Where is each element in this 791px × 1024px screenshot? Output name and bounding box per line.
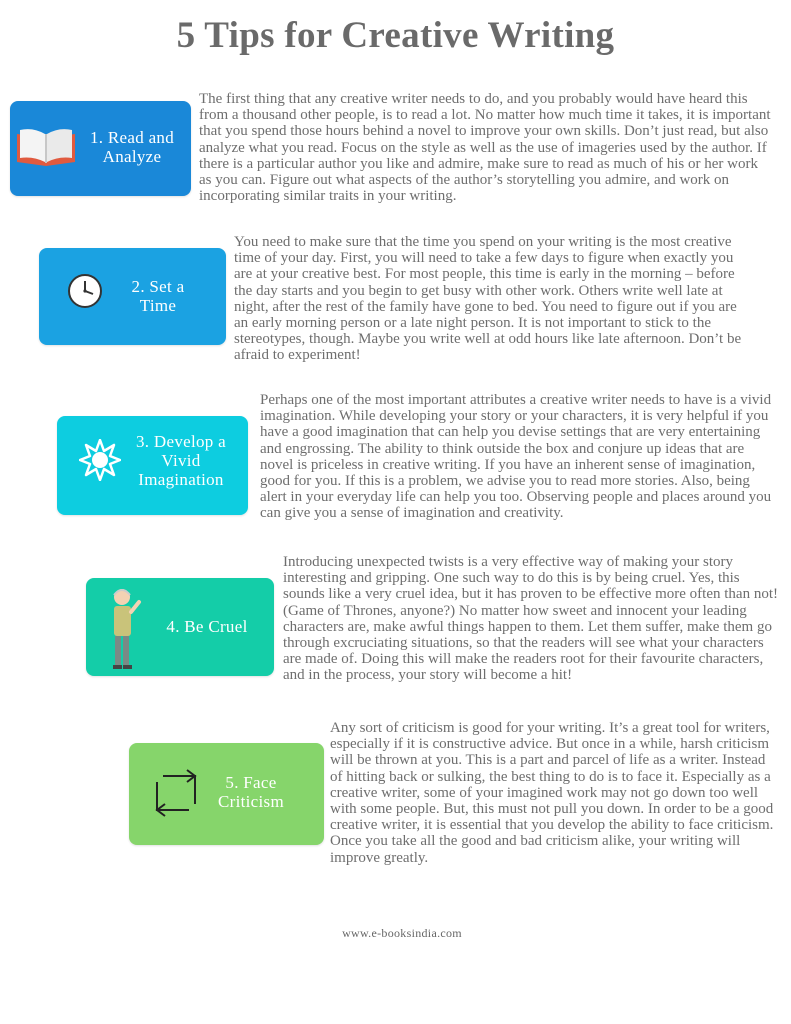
tip-box-set-a-time [39, 248, 226, 345]
tip-text: The first thing that any creative writer needs to do, and you probably would have heard this from a thousand other people, is to read a lot. No matter how much time it takes, it is important that you spend those hours behind a novel to improve your own skills. Don’t just read, but also analyze what you read. Focus on the style as well as the use of imageries used by the author. If there is a particular author you like and admire, make sure to read as much of his or her work as you can. Figure out what aspects of the author’s storytelling you admire, and work on incorporating similar traits in your writing. [199, 91, 771, 205]
clock-icon [67, 273, 103, 309]
tip-text: Any sort of criticism is good for your writing. It’s a great tool for writers, especially if it is constructive advice. But once in a while, harsh criticism will be thrown at you. This is a part and parcel of life as a writer. Instead of hitting back or sulking, the best thing to do is to face it. Especially as a creative writer, some of your imagined work may not go down too well with some people. But, this must not pull you down. In order to be a good creative writer, it is essential that you develop the ability to face criticism. Once you take all the good and bad criticism alike, your writing will improve greatly. [330, 720, 774, 866]
page-title: 5 Tips for Creative Writing [176, 15, 615, 56]
tip-text: Introducing unexpected twists is a very effective way of making your story interesting and gripping. One such way to do this is by being cruel. Yes, this sounds like a very cruel idea, but it has proven to be effective more often than not! (Game of Thrones, anyone?) No matter how sweet and innocent your leading characters are, make awful things happen to them. Let them suffer, make them go through excruciating situations, so that the readers will see what your characters are made of. Doing this will make the readers root for their favourite characters, and in the process, your story will become a hit! [283, 554, 778, 684]
old-man-icon [108, 586, 142, 670]
tip-text: You need to make sure that the time you spend on your writing is the most creative time of your day. First, you will need to take a few days to figure when exactly you are at your creative best. For most people, this time is early in the morning – before the day starts and you begin to get busy with other work. Others write well late at night, after the rest of the family have gone to bed. You need to figure out if you are an early morning person or a late night person. It is not important to stick to the stereotypes, though. Maybe you write well at odd hours like late afternoon. Don’t be afraid to experiment! [234, 234, 742, 364]
tip-label: 3. Develop a Vivid Imagination [136, 432, 226, 489]
tip-label: 4. Be Cruel [166, 617, 248, 636]
tip-box-be-cruel [86, 578, 274, 676]
tip-text: Perhaps one of the most important attributes a creative writer needs to have is a vivid imagination. While developing your story or your characters, it is very helpful if you have a good imagination that can help you devise settings that are very entertaining and engrossing. The ability to think outside the box and conjure up ideas that are novel is priceless in creative writing. If you have an inherent sense of imagination, good for you. If this is a problem, we advise you to read more stories. Also, being alert in your everyday life can help you too. Observing people and places around you can give you a sense of imagination and creativity. [260, 392, 772, 522]
tip-label: 1. Read and Analyze [89, 128, 175, 166]
starburst-icon [79, 439, 121, 481]
footer-url: www.e-booksindia.com [342, 926, 462, 940]
tip-box-read-and-analyze [10, 101, 191, 196]
tip-label: 2. Set a Time [131, 277, 185, 315]
tip-box-develop-imagination [57, 416, 248, 515]
cycle-arrows-icon [151, 764, 201, 822]
book-icon [15, 126, 77, 168]
tip-box-face-criticism [129, 743, 324, 845]
tip-label: 5. Face Criticism [218, 773, 284, 811]
